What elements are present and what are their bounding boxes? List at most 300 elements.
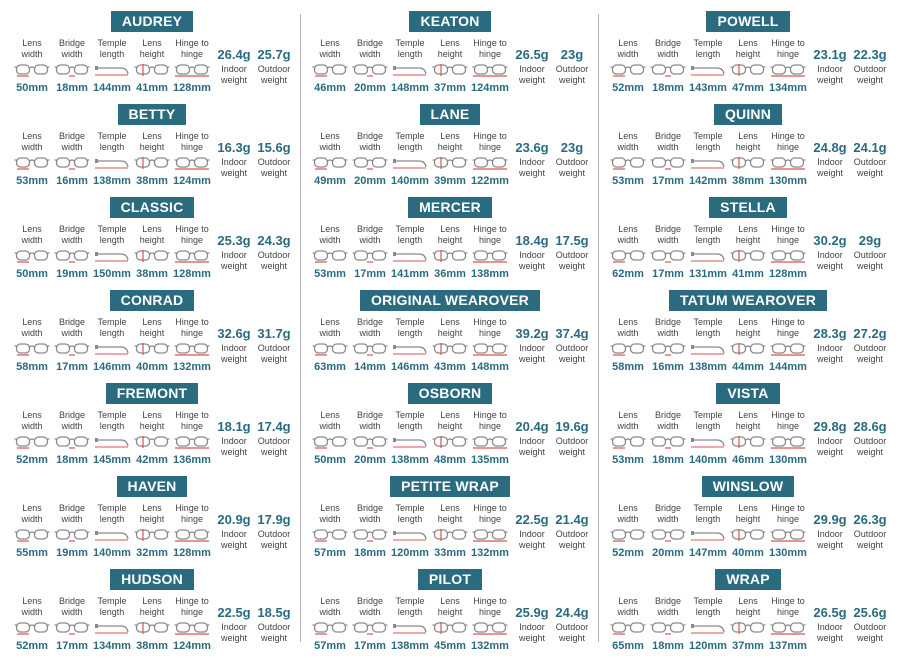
indoor-weight-value: 22.5g bbox=[515, 512, 549, 527]
lens-height-glasses-icon bbox=[730, 434, 766, 450]
bridge-width-glasses-icon bbox=[650, 248, 686, 264]
bridge-width-metric bbox=[648, 131, 688, 187]
temple-length-icon bbox=[94, 62, 130, 78]
temple-length-icon bbox=[690, 434, 726, 450]
lens-width-metric bbox=[310, 317, 350, 373]
indoor-weight-label: Indoor weight bbox=[816, 622, 843, 643]
bridge-width-label: Bridge width bbox=[58, 224, 85, 245]
lens-width-metric bbox=[12, 131, 52, 187]
hinge-to-hinge-value: 137mm bbox=[769, 640, 807, 652]
bridge-width-metric bbox=[350, 317, 390, 373]
temple-length-metric bbox=[688, 38, 728, 94]
outdoor-weight-block bbox=[254, 326, 294, 365]
lens-width-label: Lens width bbox=[617, 38, 639, 59]
hinge-to-hinge-value: 124mm bbox=[471, 82, 509, 94]
temple-length-icon bbox=[94, 155, 130, 171]
temple-length-label: Temple length bbox=[97, 317, 127, 338]
hinge-to-hinge-metric bbox=[768, 224, 808, 280]
hinge-to-hinge-glasses-icon bbox=[770, 527, 806, 543]
temple-length-value: 150mm bbox=[93, 268, 131, 280]
lens-width-label: Lens width bbox=[319, 596, 341, 617]
frame-name: QUINN bbox=[714, 104, 782, 125]
lens-width-glasses-icon bbox=[312, 62, 348, 78]
temple-length-icon bbox=[690, 341, 726, 357]
bridge-width-value: 20mm bbox=[354, 82, 386, 94]
indoor-weight-block bbox=[512, 512, 552, 551]
lens-width-glasses-icon bbox=[14, 620, 50, 636]
lens-width-value: 50mm bbox=[314, 454, 346, 466]
indoor-weight-value: 24.8g bbox=[813, 140, 847, 155]
indoor-weight-label: Indoor weight bbox=[220, 622, 247, 643]
frame-column-3 bbox=[604, 0, 892, 658]
hinge-to-hinge-glasses-icon bbox=[770, 434, 806, 450]
indoor-weight-label: Indoor weight bbox=[220, 343, 247, 364]
hinge-to-hinge-label: Hinge to hinge bbox=[771, 131, 805, 152]
indoor-weight-value: 28.3g bbox=[813, 326, 847, 341]
temple-length-icon bbox=[690, 62, 726, 78]
temple-length-label: Temple length bbox=[693, 410, 723, 431]
lens-width-metric bbox=[12, 224, 52, 280]
outdoor-weight-value: 24.1g bbox=[853, 140, 887, 155]
hinge-to-hinge-metric bbox=[470, 224, 510, 280]
frame-name: AUDREY bbox=[111, 11, 193, 32]
outdoor-weight-block bbox=[552, 233, 592, 272]
outdoor-weight-block bbox=[552, 47, 592, 86]
hinge-to-hinge-label: Hinge to hinge bbox=[473, 596, 507, 617]
outdoor-weight-block bbox=[850, 47, 890, 86]
bridge-width-value: 17mm bbox=[652, 268, 684, 280]
lens-width-glasses-icon bbox=[14, 527, 50, 543]
bridge-width-glasses-icon bbox=[54, 248, 90, 264]
bridge-width-label: Bridge width bbox=[58, 38, 85, 59]
hinge-to-hinge-glasses-icon bbox=[770, 620, 806, 636]
bridge-width-label: Bridge width bbox=[356, 596, 383, 617]
lens-height-value: 38mm bbox=[732, 175, 764, 187]
lens-width-label: Lens width bbox=[617, 596, 639, 617]
lens-width-label: Lens width bbox=[21, 131, 43, 152]
lens-height-label: Lens height bbox=[735, 503, 761, 524]
bridge-width-value: 17mm bbox=[56, 361, 88, 373]
lens-height-metric bbox=[132, 503, 172, 559]
lens-width-glasses-icon bbox=[14, 341, 50, 357]
lens-width-value: 62mm bbox=[612, 268, 644, 280]
hinge-to-hinge-glasses-icon bbox=[174, 62, 210, 78]
temple-length-icon bbox=[94, 620, 130, 636]
lens-width-glasses-icon bbox=[610, 341, 646, 357]
lens-height-glasses-icon bbox=[432, 62, 468, 78]
lens-width-value: 52mm bbox=[16, 640, 48, 652]
lens-width-label: Lens width bbox=[617, 503, 639, 524]
temple-length-value: 140mm bbox=[391, 175, 429, 187]
outdoor-weight-block bbox=[850, 512, 890, 551]
hinge-to-hinge-metric bbox=[470, 596, 510, 652]
indoor-weight-value: 29.8g bbox=[813, 419, 847, 434]
lens-height-metric bbox=[132, 596, 172, 652]
bridge-width-metric bbox=[52, 317, 92, 373]
hinge-to-hinge-label: Hinge to hinge bbox=[771, 38, 805, 59]
bridge-width-label: Bridge width bbox=[654, 503, 681, 524]
lens-height-label: Lens height bbox=[735, 596, 761, 617]
indoor-weight-label: Indoor weight bbox=[518, 622, 545, 643]
hinge-to-hinge-metric bbox=[768, 38, 808, 94]
lens-width-glasses-icon bbox=[610, 248, 646, 264]
hinge-to-hinge-metric bbox=[768, 410, 808, 466]
outdoor-weight-label: Outdoor weight bbox=[555, 64, 589, 85]
lens-width-label: Lens width bbox=[21, 503, 43, 524]
temple-length-label: Temple length bbox=[693, 317, 723, 338]
outdoor-weight-value: 17.5g bbox=[555, 233, 589, 248]
outdoor-weight-value: 23g bbox=[560, 47, 584, 62]
lens-width-glasses-icon bbox=[312, 155, 348, 171]
bridge-width-metric bbox=[52, 131, 92, 187]
lens-height-value: 40mm bbox=[136, 361, 168, 373]
lens-height-label: Lens height bbox=[437, 131, 463, 152]
outdoor-weight-block bbox=[254, 605, 294, 644]
outdoor-weight-block bbox=[850, 419, 890, 458]
frame-card bbox=[604, 467, 892, 559]
bridge-width-value: 17mm bbox=[56, 640, 88, 652]
indoor-weight-block bbox=[512, 605, 552, 644]
hinge-to-hinge-label: Hinge to hinge bbox=[175, 503, 209, 524]
outdoor-weight-value: 21.4g bbox=[555, 512, 589, 527]
lens-width-metric bbox=[608, 38, 648, 94]
frame-card bbox=[8, 374, 296, 466]
lens-width-label: Lens width bbox=[617, 131, 639, 152]
indoor-weight-block bbox=[810, 140, 850, 179]
lens-width-glasses-icon bbox=[14, 434, 50, 450]
lens-width-metric bbox=[310, 596, 350, 652]
lens-height-glasses-icon bbox=[730, 620, 766, 636]
lens-width-value: 57mm bbox=[314, 547, 346, 559]
temple-length-metric bbox=[390, 503, 430, 559]
lens-width-metric bbox=[608, 503, 648, 559]
hinge-to-hinge-metric bbox=[172, 317, 212, 373]
temple-length-label: Temple length bbox=[693, 38, 723, 59]
temple-length-icon bbox=[392, 155, 428, 171]
frame-column-1 bbox=[8, 0, 296, 658]
hinge-to-hinge-glasses-icon bbox=[472, 248, 508, 264]
lens-width-metric bbox=[608, 224, 648, 280]
lens-width-glasses-icon bbox=[312, 341, 348, 357]
lens-width-glasses-icon bbox=[312, 248, 348, 264]
lens-height-value: 42mm bbox=[136, 454, 168, 466]
hinge-to-hinge-glasses-icon bbox=[770, 155, 806, 171]
frame-card bbox=[8, 95, 296, 187]
temple-length-label: Temple length bbox=[395, 224, 425, 245]
hinge-to-hinge-glasses-icon bbox=[472, 155, 508, 171]
temple-length-label: Temple length bbox=[97, 38, 127, 59]
hinge-to-hinge-value: 128mm bbox=[173, 547, 211, 559]
lens-height-value: 37mm bbox=[434, 82, 466, 94]
hinge-to-hinge-metric bbox=[172, 503, 212, 559]
indoor-weight-label: Indoor weight bbox=[220, 250, 247, 271]
temple-length-icon bbox=[392, 527, 428, 543]
temple-length-label: Temple length bbox=[395, 38, 425, 59]
indoor-weight-block bbox=[512, 326, 552, 365]
lens-width-metric bbox=[12, 503, 52, 559]
lens-height-label: Lens height bbox=[139, 224, 165, 245]
outdoor-weight-block bbox=[254, 512, 294, 551]
lens-width-glasses-icon bbox=[312, 434, 348, 450]
frame-name: ORIGINAL WEAROVER bbox=[360, 290, 540, 311]
bridge-width-metric bbox=[648, 224, 688, 280]
outdoor-weight-label: Outdoor weight bbox=[853, 436, 887, 457]
temple-length-value: 134mm bbox=[93, 640, 131, 652]
temple-length-icon bbox=[94, 527, 130, 543]
bridge-width-label: Bridge width bbox=[654, 596, 681, 617]
lens-height-label: Lens height bbox=[139, 410, 165, 431]
column-divider bbox=[598, 14, 599, 642]
lens-width-label: Lens width bbox=[21, 224, 43, 245]
outdoor-weight-label: Outdoor weight bbox=[257, 250, 291, 271]
bridge-width-value: 18mm bbox=[354, 547, 386, 559]
lens-height-value: 39mm bbox=[434, 175, 466, 187]
bridge-width-value: 14mm bbox=[354, 361, 386, 373]
lens-height-value: 37mm bbox=[732, 640, 764, 652]
lens-height-metric bbox=[132, 224, 172, 280]
lens-width-label: Lens width bbox=[319, 410, 341, 431]
temple-length-metric bbox=[390, 38, 430, 94]
frame-name: STELLA bbox=[709, 197, 787, 218]
temple-length-metric bbox=[92, 224, 132, 280]
indoor-weight-block bbox=[214, 233, 254, 272]
temple-length-metric bbox=[390, 317, 430, 373]
lens-height-label: Lens height bbox=[437, 410, 463, 431]
indoor-weight-value: 25.9g bbox=[515, 605, 549, 620]
temple-length-value: 146mm bbox=[93, 361, 131, 373]
bridge-width-value: 16mm bbox=[56, 175, 88, 187]
indoor-weight-label: Indoor weight bbox=[816, 250, 843, 271]
temple-length-label: Temple length bbox=[97, 224, 127, 245]
lens-width-value: 52mm bbox=[612, 547, 644, 559]
temple-length-metric bbox=[688, 503, 728, 559]
temple-length-label: Temple length bbox=[97, 131, 127, 152]
temple-length-value: 145mm bbox=[93, 454, 131, 466]
temple-length-icon bbox=[690, 620, 726, 636]
hinge-to-hinge-metric bbox=[470, 317, 510, 373]
lens-height-metric bbox=[728, 410, 768, 466]
temple-length-metric bbox=[390, 596, 430, 652]
temple-length-icon bbox=[690, 155, 726, 171]
outdoor-weight-label: Outdoor weight bbox=[853, 250, 887, 271]
hinge-to-hinge-label: Hinge to hinge bbox=[473, 38, 507, 59]
lens-width-label: Lens width bbox=[617, 224, 639, 245]
temple-length-icon bbox=[94, 341, 130, 357]
lens-height-label: Lens height bbox=[437, 38, 463, 59]
bridge-width-label: Bridge width bbox=[58, 131, 85, 152]
bridge-width-label: Bridge width bbox=[356, 317, 383, 338]
lens-height-glasses-icon bbox=[730, 248, 766, 264]
frame-card bbox=[306, 188, 594, 280]
outdoor-weight-block bbox=[552, 605, 592, 644]
lens-width-value: 52mm bbox=[16, 454, 48, 466]
temple-length-label: Temple length bbox=[97, 503, 127, 524]
frame-card bbox=[306, 281, 594, 373]
hinge-to-hinge-value: 128mm bbox=[769, 268, 807, 280]
frame-card bbox=[8, 560, 296, 652]
bridge-width-glasses-icon bbox=[54, 434, 90, 450]
lens-height-metric bbox=[728, 38, 768, 94]
lens-height-value: 38mm bbox=[136, 268, 168, 280]
lens-width-value: 57mm bbox=[314, 640, 346, 652]
hinge-to-hinge-label: Hinge to hinge bbox=[473, 317, 507, 338]
temple-length-icon bbox=[690, 527, 726, 543]
bridge-width-value: 18mm bbox=[56, 82, 88, 94]
lens-height-metric bbox=[132, 38, 172, 94]
temple-length-value: 146mm bbox=[391, 361, 429, 373]
temple-length-value: 138mm bbox=[689, 361, 727, 373]
bridge-width-metric bbox=[350, 131, 390, 187]
frame-name: POWELL bbox=[706, 11, 789, 32]
lens-width-label: Lens width bbox=[319, 317, 341, 338]
lens-height-label: Lens height bbox=[437, 503, 463, 524]
frame-name: TATUM WEAROVER bbox=[669, 290, 827, 311]
lens-height-value: 38mm bbox=[136, 640, 168, 652]
bridge-width-label: Bridge width bbox=[356, 503, 383, 524]
bridge-width-value: 18mm bbox=[652, 454, 684, 466]
lens-width-metric bbox=[608, 131, 648, 187]
bridge-width-metric bbox=[350, 503, 390, 559]
temple-length-metric bbox=[390, 131, 430, 187]
outdoor-weight-label: Outdoor weight bbox=[257, 436, 291, 457]
bridge-width-metric bbox=[648, 410, 688, 466]
outdoor-weight-value: 18.5g bbox=[257, 605, 291, 620]
bridge-width-label: Bridge width bbox=[58, 317, 85, 338]
temple-length-metric bbox=[92, 503, 132, 559]
lens-height-metric bbox=[430, 503, 470, 559]
hinge-to-hinge-metric bbox=[470, 410, 510, 466]
lens-height-value: 41mm bbox=[136, 82, 168, 94]
lens-height-glasses-icon bbox=[730, 527, 766, 543]
outdoor-weight-label: Outdoor weight bbox=[555, 529, 589, 550]
lens-height-glasses-icon bbox=[730, 155, 766, 171]
lens-height-metric bbox=[728, 131, 768, 187]
bridge-width-metric bbox=[350, 410, 390, 466]
outdoor-weight-value: 27.2g bbox=[853, 326, 887, 341]
temple-length-icon bbox=[94, 248, 130, 264]
lens-height-glasses-icon bbox=[432, 341, 468, 357]
lens-width-glasses-icon bbox=[14, 155, 50, 171]
indoor-weight-label: Indoor weight bbox=[816, 343, 843, 364]
outdoor-weight-block bbox=[850, 326, 890, 365]
bridge-width-label: Bridge width bbox=[58, 410, 85, 431]
bridge-width-metric bbox=[648, 38, 688, 94]
hinge-to-hinge-metric bbox=[172, 596, 212, 652]
lens-height-metric bbox=[132, 131, 172, 187]
indoor-weight-label: Indoor weight bbox=[816, 529, 843, 550]
indoor-weight-block bbox=[512, 140, 552, 179]
lens-width-glasses-icon bbox=[312, 620, 348, 636]
temple-length-label: Temple length bbox=[395, 131, 425, 152]
bridge-width-glasses-icon bbox=[54, 527, 90, 543]
lens-width-glasses-icon bbox=[610, 62, 646, 78]
frame-name: PILOT bbox=[418, 569, 482, 590]
indoor-weight-value: 18.1g bbox=[217, 419, 251, 434]
indoor-weight-label: Indoor weight bbox=[220, 157, 247, 178]
hinge-to-hinge-value: 130mm bbox=[769, 547, 807, 559]
bridge-width-metric bbox=[52, 410, 92, 466]
indoor-weight-value: 16.3g bbox=[217, 140, 251, 155]
lens-width-metric bbox=[608, 410, 648, 466]
lens-width-glasses-icon bbox=[610, 434, 646, 450]
hinge-to-hinge-metric bbox=[172, 38, 212, 94]
temple-length-icon bbox=[392, 341, 428, 357]
indoor-weight-label: Indoor weight bbox=[518, 529, 545, 550]
indoor-weight-block bbox=[214, 605, 254, 644]
lens-width-value: 63mm bbox=[314, 361, 346, 373]
outdoor-weight-label: Outdoor weight bbox=[257, 64, 291, 85]
frame-name: OSBORN bbox=[408, 383, 493, 404]
lens-width-metric bbox=[12, 317, 52, 373]
outdoor-weight-block bbox=[254, 419, 294, 458]
bridge-width-glasses-icon bbox=[650, 527, 686, 543]
hinge-to-hinge-label: Hinge to hinge bbox=[771, 503, 805, 524]
bridge-width-glasses-icon bbox=[352, 62, 388, 78]
bridge-width-label: Bridge width bbox=[654, 410, 681, 431]
lens-width-label: Lens width bbox=[319, 224, 341, 245]
bridge-width-label: Bridge width bbox=[356, 410, 383, 431]
temple-length-metric bbox=[688, 131, 728, 187]
temple-length-value: 140mm bbox=[689, 454, 727, 466]
bridge-width-label: Bridge width bbox=[654, 224, 681, 245]
hinge-to-hinge-glasses-icon bbox=[770, 62, 806, 78]
lens-height-label: Lens height bbox=[735, 131, 761, 152]
hinge-to-hinge-metric bbox=[172, 410, 212, 466]
temple-length-label: Temple length bbox=[395, 503, 425, 524]
frame-card bbox=[8, 2, 296, 94]
temple-length-label: Temple length bbox=[97, 596, 127, 617]
temple-length-metric bbox=[688, 410, 728, 466]
bridge-width-glasses-icon bbox=[352, 434, 388, 450]
hinge-to-hinge-metric bbox=[768, 503, 808, 559]
lens-width-label: Lens width bbox=[319, 503, 341, 524]
indoor-weight-block bbox=[214, 419, 254, 458]
hinge-to-hinge-label: Hinge to hinge bbox=[175, 224, 209, 245]
lens-height-label: Lens height bbox=[139, 38, 165, 59]
hinge-to-hinge-value: 148mm bbox=[471, 361, 509, 373]
bridge-width-value: 16mm bbox=[652, 361, 684, 373]
lens-width-metric bbox=[12, 410, 52, 466]
outdoor-weight-label: Outdoor weight bbox=[555, 343, 589, 364]
bridge-width-label: Bridge width bbox=[654, 38, 681, 59]
outdoor-weight-block bbox=[850, 233, 890, 272]
lens-width-label: Lens width bbox=[21, 38, 43, 59]
lens-width-glasses-icon bbox=[14, 248, 50, 264]
lens-height-label: Lens height bbox=[139, 596, 165, 617]
temple-length-label: Temple length bbox=[693, 224, 723, 245]
bridge-width-label: Bridge width bbox=[356, 38, 383, 59]
outdoor-weight-block bbox=[254, 140, 294, 179]
hinge-to-hinge-label: Hinge to hinge bbox=[175, 38, 209, 59]
lens-height-metric bbox=[728, 224, 768, 280]
indoor-weight-label: Indoor weight bbox=[816, 64, 843, 85]
lens-height-metric bbox=[430, 224, 470, 280]
lens-width-value: 58mm bbox=[16, 361, 48, 373]
hinge-to-hinge-value: 124mm bbox=[173, 175, 211, 187]
hinge-to-hinge-label: Hinge to hinge bbox=[175, 410, 209, 431]
temple-length-value: 141mm bbox=[391, 268, 429, 280]
outdoor-weight-block bbox=[552, 512, 592, 551]
hinge-to-hinge-glasses-icon bbox=[174, 527, 210, 543]
outdoor-weight-label: Outdoor weight bbox=[257, 343, 291, 364]
bridge-width-glasses-icon bbox=[352, 620, 388, 636]
hinge-to-hinge-metric bbox=[172, 224, 212, 280]
outdoor-weight-label: Outdoor weight bbox=[555, 250, 589, 271]
lens-width-value: 53mm bbox=[314, 268, 346, 280]
lens-height-label: Lens height bbox=[139, 317, 165, 338]
temple-length-icon bbox=[392, 434, 428, 450]
temple-length-value: 138mm bbox=[391, 454, 429, 466]
